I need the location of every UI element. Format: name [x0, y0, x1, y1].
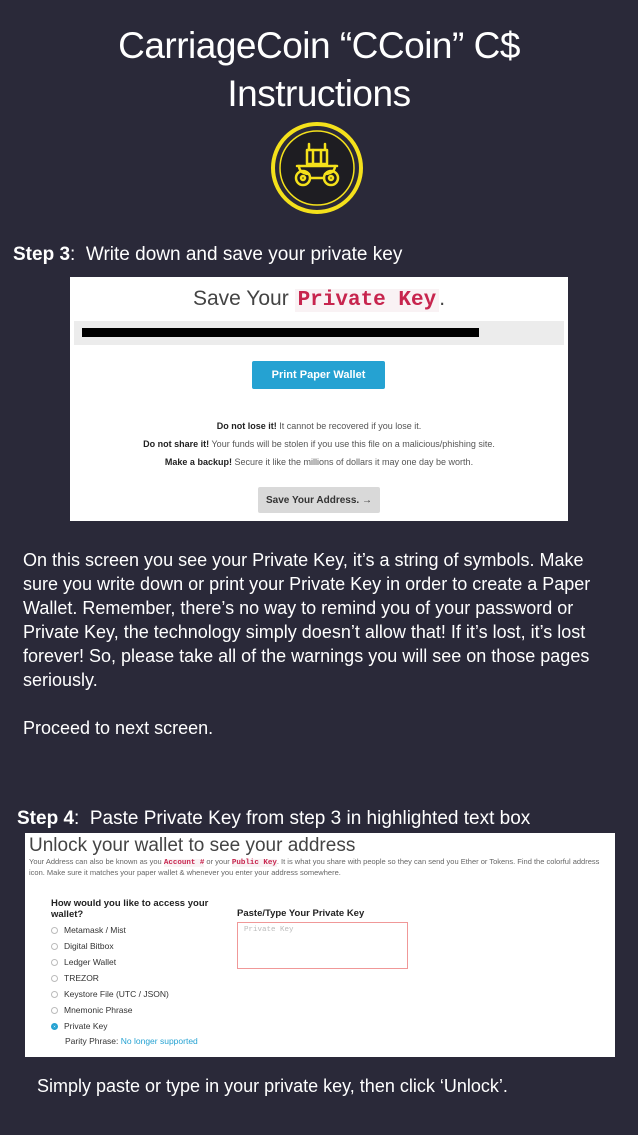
- access-question: How would you like to access your wallet?: [51, 898, 209, 920]
- option-label: Keystore File (UTC / JSON): [64, 989, 169, 999]
- warning-backup-bold: Make a backup!: [164, 457, 232, 467]
- radio-selected-icon[interactable]: [51, 1023, 58, 1030]
- step3-label: Step 3: [13, 244, 71, 265]
- step3-sep: :: [70, 244, 76, 265]
- footer-instruction: Simply paste or type in your private key, then click ‘Unlock’.: [37, 1076, 508, 1096]
- warning-backup: [70, 457, 568, 467]
- radio-icon[interactable]: [51, 943, 58, 950]
- save-key-title: [70, 287, 568, 312]
- private-key-input[interactable]: Private Key: [237, 922, 408, 969]
- instructions-paragraph: On this screen you see your Private Key, it’s a string of symbols. Make sure you write down or print your Private Key in order to create a Paper Wallet. Remember, there’s no way to remind you of your password or Private Key, the technology simply doesn’t allow that! If it’s lost, it’s lost forever! So, please take all of the warnings you will see on those pages seriously.: [23, 550, 591, 690]
- radio-icon[interactable]: [51, 1007, 58, 1014]
- option-trezor[interactable]: [51, 973, 99, 983]
- carriage-coin-logo-icon: [269, 120, 365, 216]
- unlock-wallet-description: [29, 857, 613, 878]
- desc-public-key: Public Key: [231, 859, 277, 867]
- unlock-wallet-screenshot: [25, 833, 615, 1057]
- warning-lose-text: It cannot be recovered if you lose it.: [276, 421, 422, 431]
- save-private-key-screenshot: [70, 277, 568, 521]
- option-private-key[interactable]: [51, 1021, 107, 1031]
- step4-text: Paste Private Key from step 3 in highlighted text box: [89, 808, 531, 829]
- option-label: Mnemonic Phrase: [64, 1005, 133, 1015]
- private-key-input-label: Paste/Type Your Private Key: [237, 908, 365, 919]
- save-address-button[interactable]: Save Your Address. →: [258, 487, 380, 513]
- save-key-title-suffix: .: [439, 287, 446, 310]
- desc-part-a: Your Address can also be known as you: [29, 857, 164, 866]
- warning-lose-bold: Do not lose it!: [216, 421, 277, 431]
- step3-heading: [13, 243, 402, 267]
- warning-lose: [70, 421, 568, 431]
- desc-account: Account #: [163, 859, 205, 867]
- save-key-title-prefix: Save Your: [192, 287, 295, 310]
- radio-icon[interactable]: [51, 959, 58, 966]
- private-key-redacted: [82, 328, 479, 337]
- warning-share-text: Your funds will be stolen if you use this file on a malicious/phishing site.: [209, 439, 495, 449]
- option-label: TREZOR: [64, 973, 99, 983]
- option-metamask[interactable]: [51, 925, 126, 935]
- warning-share-bold: Do not share it!: [143, 439, 210, 449]
- print-paper-wallet-button[interactable]: Print Paper Wallet: [252, 361, 385, 389]
- option-label: Ledger Wallet: [64, 957, 117, 967]
- warning-share: [70, 439, 568, 449]
- option-label: Private Key: [64, 1021, 108, 1031]
- option-label: Digital Bitbox: [64, 941, 114, 951]
- radio-icon[interactable]: [51, 927, 58, 934]
- option-digital-bitbox[interactable]: [51, 941, 114, 951]
- save-key-title-key: Private Key: [295, 289, 440, 312]
- option-ledger[interactable]: [51, 957, 116, 967]
- desc-part-c: . It is what you share with people so they can send you Ether or Tokens. Find the colorful address icon. Make sure it matches your paper wallet & whenever you enter your address somewhere.: [29, 857, 600, 877]
- page-title: [0, 22, 638, 118]
- parity-phrase: [65, 1036, 198, 1046]
- warning-backup-text: Secure it like the millions of dollars it may one day be worth.: [231, 457, 474, 467]
- option-keystore[interactable]: [51, 989, 169, 999]
- proceed-text: Proceed to next screen.: [23, 718, 214, 738]
- radio-icon[interactable]: [51, 975, 58, 982]
- parity-label: Parity Phrase:: [65, 1036, 121, 1046]
- desc-part-b: or your: [204, 857, 232, 866]
- title-line-2: Instructions: [227, 73, 411, 114]
- step4-label: Step 4: [17, 808, 75, 829]
- unlock-wallet-title: Unlock your wallet to see your address: [29, 835, 356, 856]
- option-mnemonic[interactable]: [51, 1005, 133, 1015]
- step3-text: Write down and save your private key: [85, 244, 403, 265]
- step4-heading: [17, 807, 530, 831]
- title-line-1: CarriageCoin “CCoin” C$: [118, 25, 520, 66]
- parity-link[interactable]: No longer supported: [120, 1036, 198, 1046]
- step4-sep: :: [74, 808, 80, 829]
- option-label: Metamask / Mist: [64, 925, 126, 935]
- radio-icon[interactable]: [51, 991, 58, 998]
